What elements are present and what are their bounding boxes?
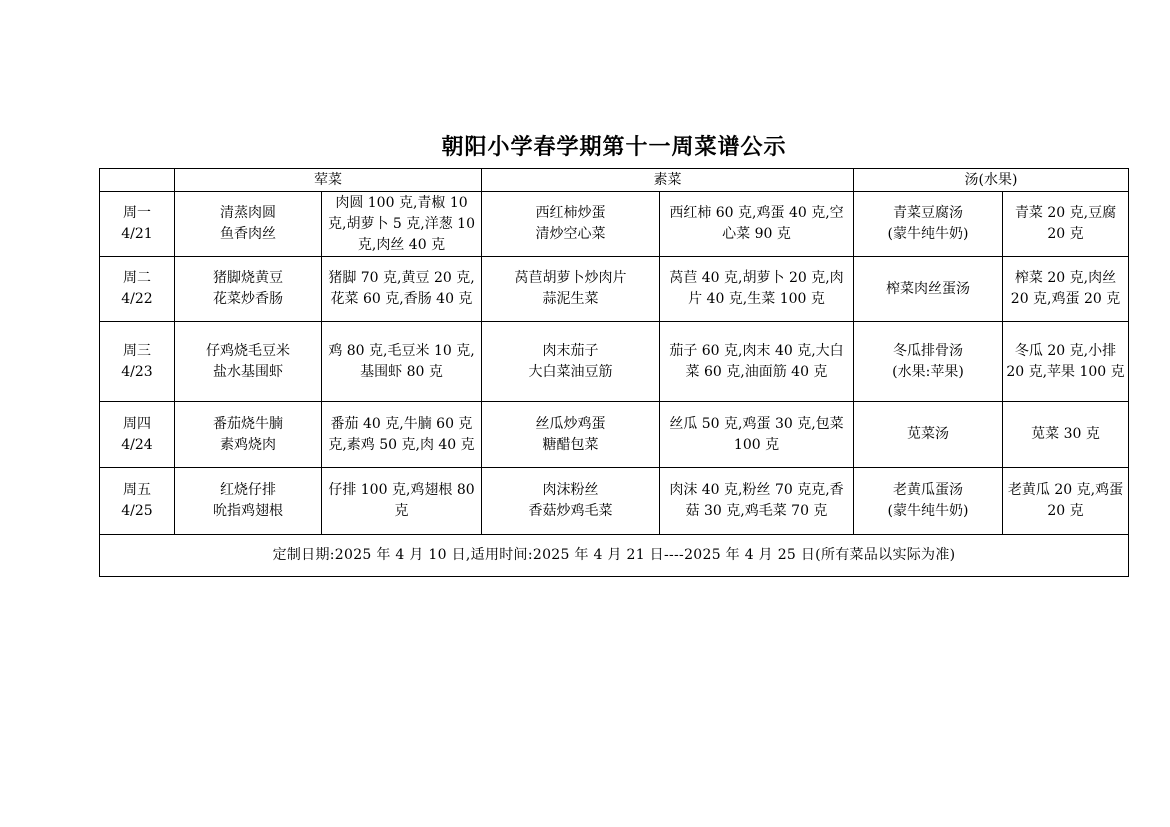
dish-name: 丝瓜炒鸡蛋: [535, 415, 606, 432]
dish-name: 番茄烧牛腩: [213, 415, 283, 432]
dish-name: 苋菜汤: [907, 426, 949, 442]
menu-table: [99, 168, 1129, 577]
meat-dishes-cell: [175, 322, 322, 402]
veg-amount-cell: 莴苣 40 克,胡萝卜 20 克,肉片 40 克,生菜 100 克: [660, 257, 854, 322]
day-cell: [100, 468, 175, 535]
meat-dishes-cell: [175, 402, 322, 468]
weekday-label: 周四: [123, 415, 151, 432]
dish-name: 吮指鸡翅根: [213, 503, 283, 519]
dish-name: 红烧仔排: [220, 482, 276, 498]
dish-name: 清蒸肉圆: [220, 205, 276, 221]
day-cell: [100, 322, 175, 402]
weekday-label: 周一: [123, 205, 151, 221]
dish-name: 蒜泥生菜: [542, 291, 599, 307]
soup-amount-cell: 苋菜 30 克: [1003, 402, 1129, 468]
veg-amount-cell: 西红柿 60 克,鸡蛋 40 克,空心菜 90 克: [660, 192, 854, 257]
dish-name: 肉沫粉丝: [542, 482, 599, 498]
soup-dishes-cell: [854, 468, 1003, 535]
meat-dishes-cell: [175, 192, 322, 257]
dish-name: 素鸡烧肉: [220, 436, 276, 453]
dish-name: 肉末茄子: [542, 342, 599, 359]
date-label: 4/22: [121, 291, 153, 307]
dish-name: (蒙牛纯牛奶): [887, 226, 969, 242]
meat-dishes-cell: [175, 468, 322, 535]
header-meat: 荤菜: [175, 169, 482, 192]
dish-name: 糖醋包菜: [542, 436, 599, 453]
dish-name: 冬瓜排骨汤: [893, 342, 963, 359]
date-label: 4/21: [121, 226, 153, 242]
dish-name: 莴苣胡萝卜炒肉片: [514, 270, 627, 286]
soup-amount-cell: 冬瓜 20 克,小排 20 克,苹果 100 克: [1003, 322, 1129, 402]
meat-dishes-cell: [175, 257, 322, 322]
header-soup: 汤(水果): [854, 169, 1129, 192]
soup-dishes-cell: [854, 322, 1003, 402]
day-row: [100, 192, 1129, 257]
dish-name: 鱼香肉丝: [220, 226, 276, 242]
day-cell: [100, 402, 175, 468]
dish-name: 清炒空心菜: [535, 226, 606, 242]
weekday-label: 周三: [123, 342, 151, 359]
meat-amount-cell: 猪脚 70 克,黄豆 20 克,花菜 60 克,香肠 40 克: [322, 257, 482, 322]
dish-name: 香菇炒鸡毛菜: [528, 503, 613, 519]
dish-name: 大白菜油豆筋: [528, 363, 613, 380]
dish-name: (水果:苹果): [892, 363, 964, 380]
dish-name: 榨菜肉丝蛋汤: [886, 280, 970, 297]
meat-amount-cell: 番茄 40 克,牛腩 60 克克,素鸡 50 克,肉 40 克: [322, 402, 482, 468]
soup-amount-cell: 老黄瓜 20 克,鸡蛋 20 克: [1003, 468, 1129, 535]
veg-dishes-cell: [482, 192, 660, 257]
weekday-label: 周五: [123, 482, 151, 498]
day-row: [100, 402, 1129, 468]
weekday-label: 周二: [123, 270, 151, 286]
veg-dishes-cell: [482, 402, 660, 468]
veg-dishes-cell: [482, 257, 660, 322]
dish-name: 花菜炒香肠: [213, 291, 283, 307]
dish-name: (蒙牛纯牛奶): [887, 503, 969, 519]
footer-row: [100, 535, 1129, 577]
day-cell: [100, 192, 175, 257]
day-row: [100, 257, 1129, 322]
date-label: 4/24: [121, 436, 153, 453]
day-cell: [100, 257, 175, 322]
day-row: [100, 322, 1129, 402]
header-day: [100, 169, 175, 192]
day-row: [100, 468, 1129, 535]
dish-name: 青菜豆腐汤: [893, 205, 963, 221]
veg-amount-cell: 肉沫 40 克,粉丝 70 克克,香菇 30 克,鸡毛菜 70 克: [660, 468, 854, 535]
soup-amount-cell: 青菜 20 克,豆腐 20 克: [1003, 192, 1129, 257]
meat-amount-cell: 鸡 80 克,毛豆米 10 克,基围虾 80 克: [322, 322, 482, 402]
dish-name: 猪脚烧黄豆: [213, 270, 283, 286]
soup-dishes-cell: [854, 402, 1003, 468]
dish-name: 老黄瓜蛋汤: [893, 482, 963, 498]
veg-dishes-cell: [482, 322, 660, 402]
date-label: 4/25: [121, 503, 153, 519]
soup-dishes-cell: [854, 257, 1003, 322]
dish-name: 盐水基围虾: [213, 363, 283, 380]
header-veg: 素菜: [482, 169, 854, 192]
page-title: 朝阳小学春学期第十一周菜谱公示: [441, 135, 787, 160]
meat-amount-cell: 肉圆 100 克,青椒 10 克,胡萝卜 5 克,洋葱 10 克,肉丝 40 克: [322, 192, 482, 257]
veg-amount-cell: 茄子 60 克,肉末 40 克,大白菜 60 克,油面筋 40 克: [660, 322, 854, 402]
meat-amount-cell: 仔排 100 克,鸡翅根 80 克: [322, 468, 482, 535]
footer-note: 定制日期:2025 年 4 月 10 日,适用时间:2025 年 4 月 21 日----2025 年 4 月 25 日(所有菜品以实际为准): [100, 535, 1129, 577]
date-label: 4/23: [121, 363, 153, 380]
header-row: [100, 169, 1129, 192]
veg-dishes-cell: [482, 468, 660, 535]
soup-dishes-cell: [854, 192, 1003, 257]
soup-amount-cell: 榨菜 20 克,肉丝 20 克,鸡蛋 20 克: [1003, 257, 1129, 322]
dish-name: 仔鸡烧毛豆米: [206, 342, 290, 359]
dish-name: 西红柿炒蛋: [535, 205, 606, 221]
veg-amount-cell: 丝瓜 50 克,鸡蛋 30 克,包菜 100 克: [660, 402, 854, 468]
